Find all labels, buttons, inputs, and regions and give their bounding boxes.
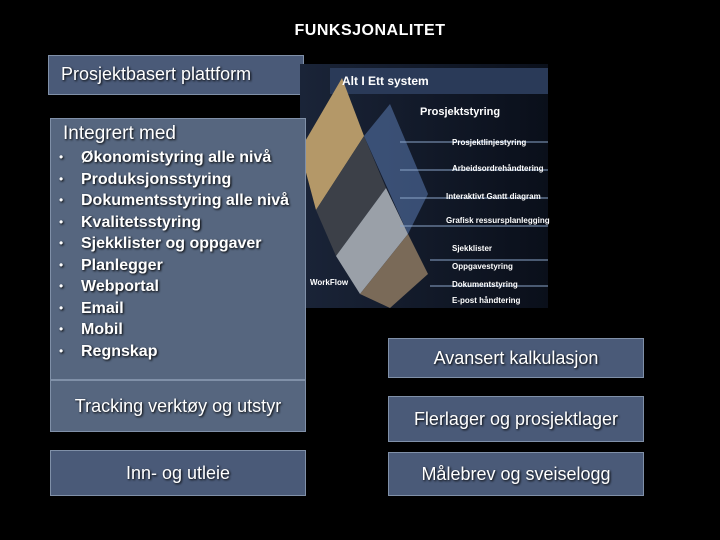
diagram-label-2: Interaktivt Gantt diagram <box>446 192 541 201</box>
diagram-label-0: Prosjektlinjestyring <box>452 138 527 147</box>
diagram-graphic <box>300 64 548 308</box>
list-item: • Mobil <box>59 319 305 341</box>
diagram-label-5: Oppgavestyring <box>452 262 513 271</box>
maalebrev-button <box>388 452 644 496</box>
kalkulasjon-button <box>388 338 644 378</box>
list-item: • Email <box>59 298 305 320</box>
diagram-label-1: Arbeidsordrehåndtering <box>452 164 544 173</box>
diagram-project: Prosjektstyring <box>420 106 501 118</box>
list-item: • Webportal <box>59 276 305 298</box>
flerlager-button <box>388 396 644 442</box>
diagram-label-7: E-post håndtering <box>452 296 521 305</box>
kalkulasjon-label: Avansert kalkulasjon <box>433 347 599 368</box>
list-item: • Produksjonsstyring <box>59 169 305 191</box>
integrated-panel <box>50 118 306 380</box>
diagram-label-6: Dokumentstyring <box>452 280 518 289</box>
list-item: • Kvalitetsstyring <box>59 212 305 234</box>
integrated-heading: Integrert med <box>63 123 176 144</box>
tracking-button <box>50 380 306 432</box>
inn-utleie-label: Inn- og utleie <box>125 462 231 483</box>
diagram-label-4: Sjekklister <box>452 244 493 253</box>
list-item: • Regnskap <box>59 341 305 363</box>
list-item: • Økonomistyring alle nivå <box>59 147 305 169</box>
platform-label: Prosjektbasert plattform <box>61 64 252 84</box>
maalebrev-label: Målebrev og sveiselogg <box>421 463 611 484</box>
platform-box <box>48 55 304 95</box>
list-item: • Sjekklister og oppgaver <box>59 233 305 255</box>
page-title: FUNKSJONALITET <box>294 22 446 39</box>
diagram-workflow: WorkFlow <box>310 278 349 287</box>
diagram-label-3: Grafisk ressursplanlegging <box>446 216 550 225</box>
diagram-header: Alt I Ett system <box>342 74 429 88</box>
integrated-list <box>59 147 305 362</box>
system-diagram <box>300 64 548 308</box>
flerlager-label: Flerlager og prosjektlager <box>413 408 619 429</box>
tracking-label: Tracking verktøy og utstyr <box>74 395 282 416</box>
list-item: • Planlegger <box>59 255 305 277</box>
list-item: • Dokumentsstyring alle nivå <box>59 190 305 212</box>
inn-utleie-button <box>50 450 306 496</box>
